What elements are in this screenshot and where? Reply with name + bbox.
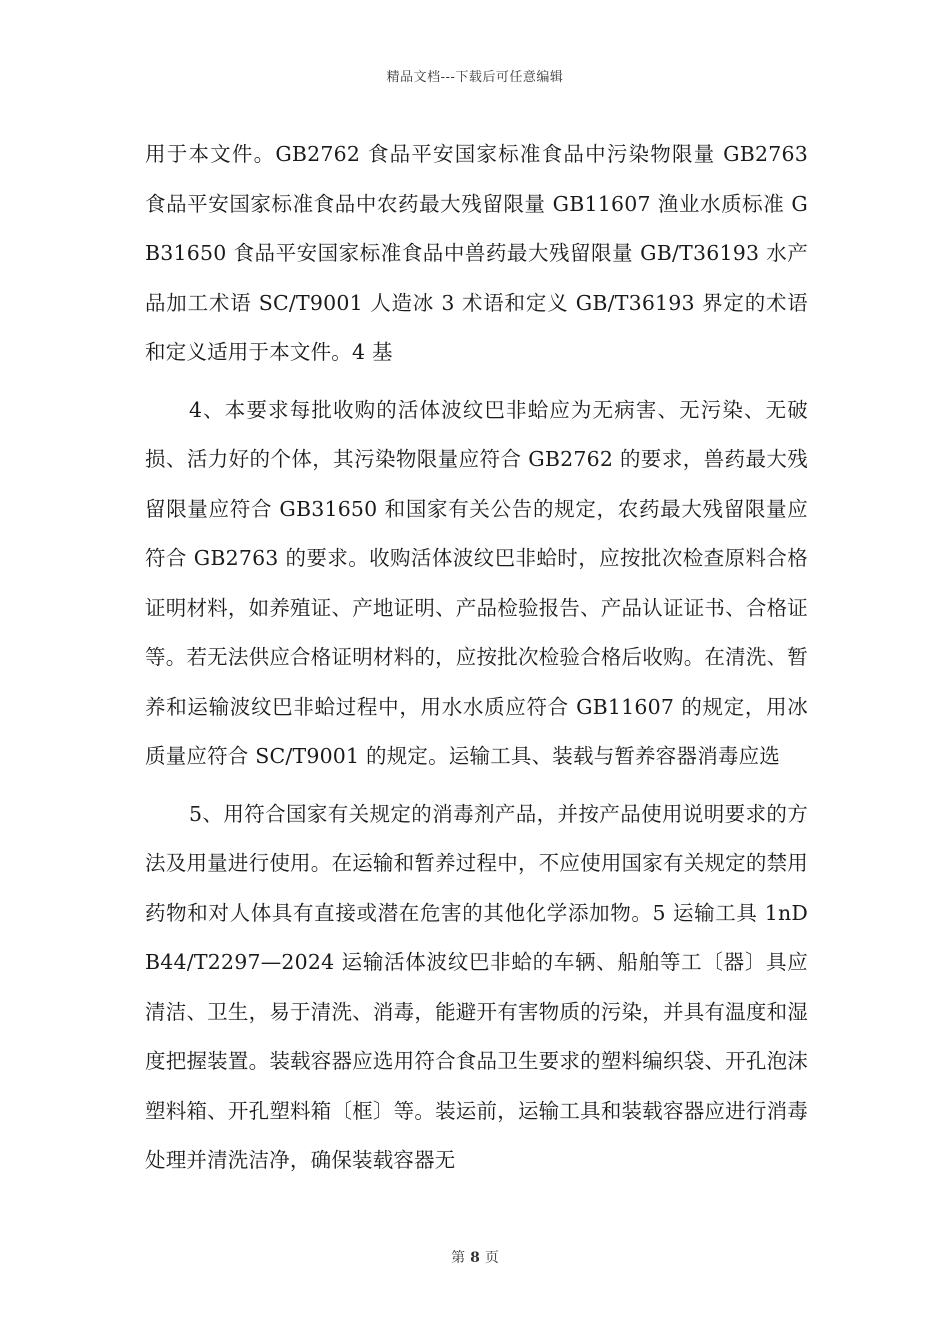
page-number-suffix: 页: [484, 1250, 499, 1266]
paragraph-3: 5、用符合国家有关规定的消毒剂产品，并按产品使用说明要求的方法及用量进行使用。在运输和暂养过程中，不应使用国家有关规定的禁用药物和对人体具有直接或潜在危害的其他化学添加物。5 运输工具 1nDB44/T2297—2024 运输活体波纹巴非蛤的车辆、船舶等工〔器〕具应清洁、卫生，易于清洗、消毒，能避开有害物质的污染，并具有温度和湿度把握装置。装载容器应选用符合食品卫生要求的塑料编织袋、开孔泡沫塑料箱、开孔塑料箱〔框〕等。装运前，运输工具和装载容器应进行消毒处理并清洗洁净，确保装载容器无: [145, 801, 808, 1172]
page-number: 8: [470, 1250, 480, 1266]
page-footer: [0, 1247, 950, 1267]
page-number-prefix: 第: [451, 1250, 466, 1266]
document-body: [145, 130, 808, 1186]
page-header: 精品文档---下载后可任意编辑: [386, 70, 564, 85]
paragraph-1: 用于本文件。GB2762 食品平安国家标准食品中污染物限量 GB2763 食品平安国家标准食品中农药最大残留限量 GB11607 渔业水质标准 GB31650 食品平安国家标准食品中兽药最大残留限量 GB/T36193 水产品加工术语 SC/T9001 人造冰 3 术语和定义 GB/T36193 界定的术语和定义适用于本文件。4 基: [145, 142, 808, 364]
paragraph-2: 4、本要求每批收购的活体波纹巴非蛤应为无病害、无污染、无破损、活力好的个体，其污染物限量应符合 GB2762 的要求，兽药最大残留限量应符合 GB31650 和国家有关公告的规定，农药最大残留限量应符合 GB2763 的要求。收购活体波纹巴非蛤时，应按批次检查原料合格证明材料，如养殖证、产地证明、产品检验报告、产品认证证书、合格证等。若无法供应合格证明材料的，应按批次检验合格后收购。在清洗、暂养和运输波纹巴非蛤过程中，用水水质应符合 GB11607 的规定，用冰质量应符合 SC/T9001 的规定。运输工具、装载与暂养容器消毒应选: [145, 397, 808, 768]
